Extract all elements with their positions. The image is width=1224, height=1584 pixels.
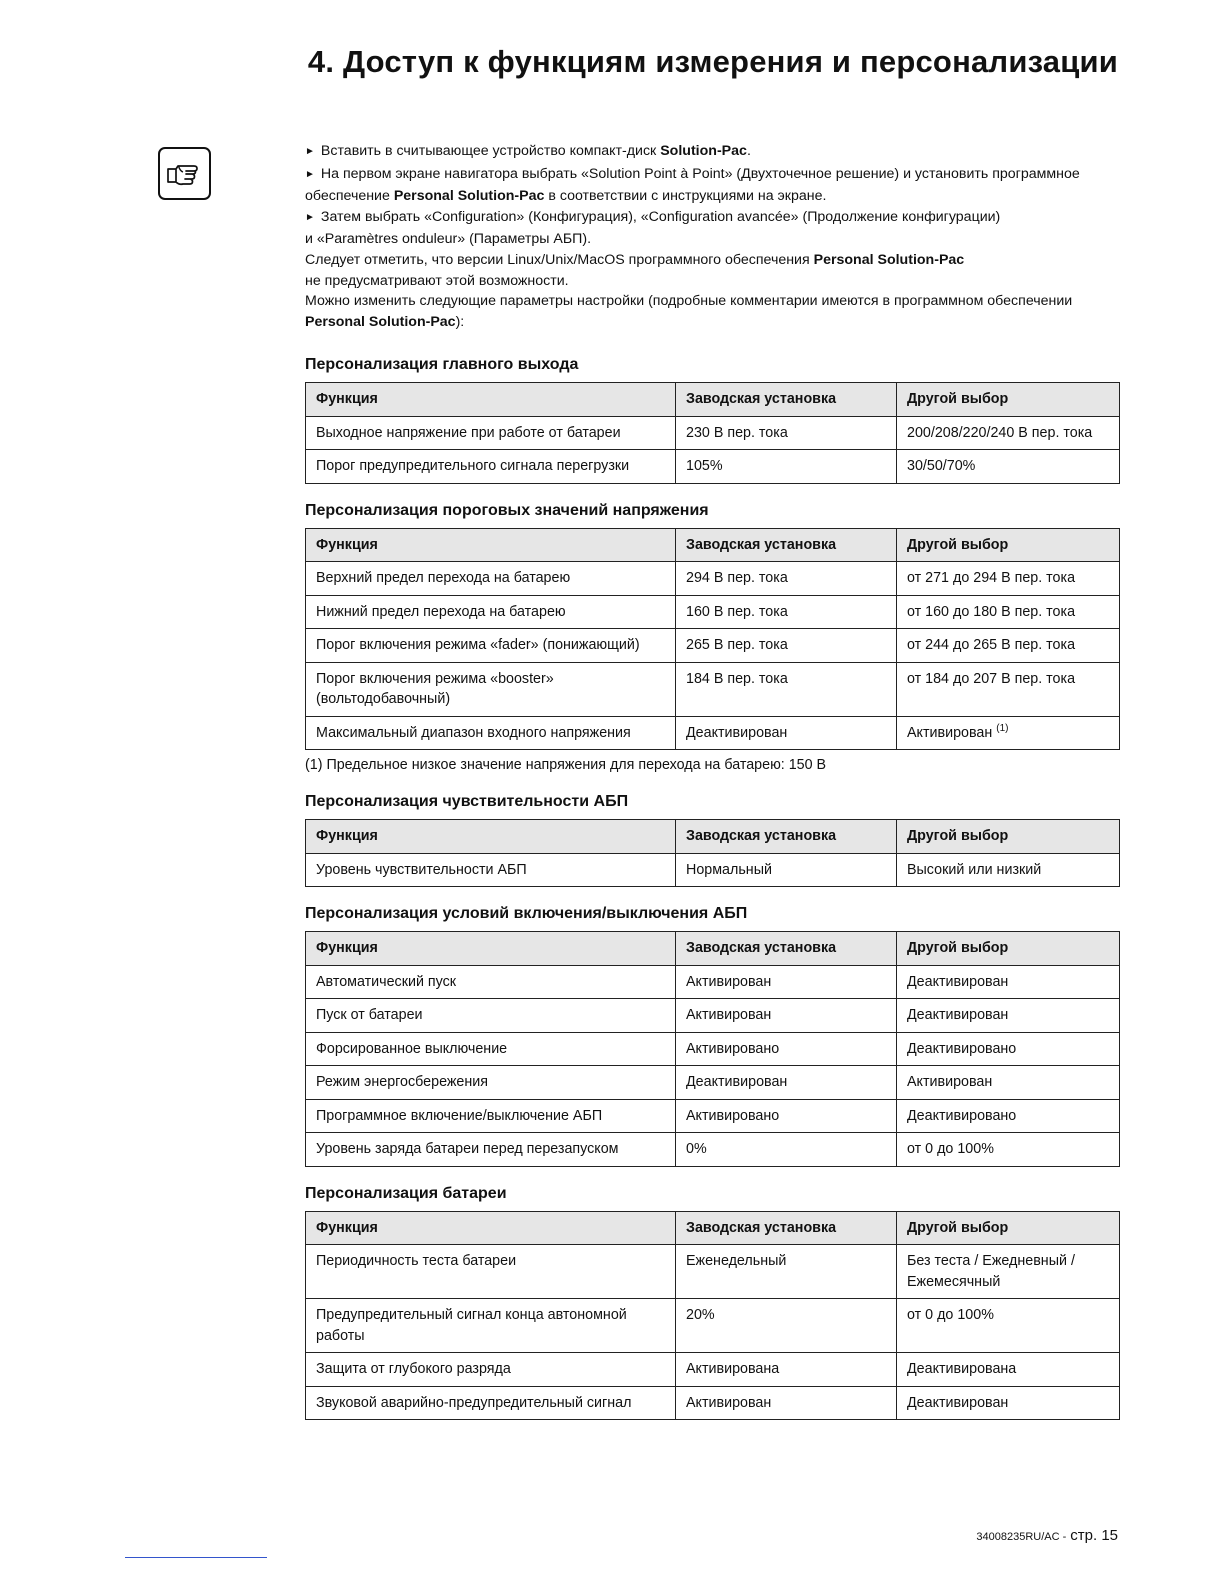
table-cell: 294 В пер. тока (676, 562, 897, 596)
table-cell: Высокий или низкий (897, 853, 1120, 887)
column-header-other: Другой выбор (897, 820, 1120, 854)
table-cell: Деактивирован (897, 965, 1120, 999)
section-title: Персонализация главного выхода (305, 356, 579, 374)
table-cell: от 271 до 294 В пер. тока (897, 562, 1120, 596)
column-header-other: Другой выбор (897, 528, 1120, 562)
table-cell: 184 В пер. тока (676, 662, 897, 716)
table-cell: Звуковой аварийно-предупредительный сигнал (306, 1386, 676, 1420)
parameters-table (305, 528, 1120, 751)
column-header-function: Функция (306, 820, 676, 854)
table-row (306, 716, 1120, 750)
table-row (306, 662, 1120, 716)
table-cell: Предупредительный сигнал конца автономной работы (306, 1299, 676, 1353)
column-header-factory: Заводская установка (676, 932, 897, 966)
intro-bullet-3: ► Затем выбрать «Configuration» (Конфигурация), «Configuration avancée» (Продолжение конфигурации) и «Paramètres onduleur» (Параметры АБП). (305, 208, 1001, 248)
table-cell: Активирован (676, 999, 897, 1033)
parameters-table (305, 382, 1120, 484)
intro-text (305, 141, 1119, 332)
footnote-reference: (1) (996, 723, 1009, 735)
table-cell: Активировано (676, 1032, 897, 1066)
bullet-icon: ► (305, 211, 315, 223)
table-header-row (306, 528, 1120, 562)
table-cell: 20% (676, 1299, 897, 1353)
column-header-function: Функция (306, 528, 676, 562)
table-row (306, 965, 1120, 999)
table-cell: Деактивировано (897, 1099, 1120, 1133)
column-header-factory: Заводская установка (676, 528, 897, 562)
section-title: Персонализация условий включения/выключения АБП (305, 905, 748, 923)
page-title: 4. Доступ к функциям измерения и персонализации (307, 44, 1118, 79)
table-row (306, 450, 1120, 484)
table-cell: Порог включения режима «fader» (понижающий) (306, 629, 676, 663)
parameters-table (305, 1211, 1120, 1421)
table-row (306, 629, 1120, 663)
column-header-factory: Заводская установка (676, 820, 897, 854)
footer-link-underline (125, 1557, 267, 1558)
table-cell: Деактивирован (676, 716, 897, 750)
table-cell: Уровень заряда батареи перед перезапуском (306, 1133, 676, 1167)
table-row (306, 853, 1120, 887)
intro-bullet-2: ► На первом экране навигатора выбрать «Solution Point à Point» (Двухточечное решение) и установить программное обеспечение Personal Solution-Pac в соответствии с инструкциями на экране. (305, 165, 1080, 205)
table-cell: от 0 до 100% (897, 1133, 1120, 1167)
table-row (306, 416, 1120, 450)
parameters-table (305, 819, 1120, 887)
intro-paragraph-2: Можно изменить следующие параметры настройки (подробные комментарии имеются в программном обеспечении Personal Solution-Pac): (305, 293, 1073, 330)
column-header-function: Функция (306, 932, 676, 966)
table-cell: 160 В пер. тока (676, 595, 897, 629)
table-header-row (306, 932, 1120, 966)
table-cell: Защита от глубокого разряда (306, 1353, 676, 1387)
section-title: Персонализация чувствительности АБП (305, 793, 629, 811)
table-cell: Пуск от батареи (306, 999, 676, 1033)
table-row (306, 1299, 1120, 1353)
table-cell: Периодичность теста батареи (306, 1245, 676, 1299)
section-title: Персонализация пороговых значений напряжения (305, 501, 709, 519)
table-row (306, 1133, 1120, 1167)
table-cell: Нормальный (676, 853, 897, 887)
table-cell: Без теста / Ежедневный / Ежемесячный (897, 1245, 1120, 1299)
table-cell: Режим энергосбережения (306, 1066, 676, 1100)
table-cell: 0% (676, 1133, 897, 1167)
table-cell: Деактивирован (897, 1386, 1120, 1420)
table-cell: Программное включение/выключение АБП (306, 1099, 676, 1133)
table-row (306, 1099, 1120, 1133)
table-cell-text: Активирован (907, 724, 993, 741)
table-cell: 230 В пер. тока (676, 416, 897, 450)
page-footer (976, 1527, 1118, 1544)
table-cell: от 0 до 100% (897, 1299, 1120, 1353)
table-cell: Порог предупредительного сигнала перегрузки (306, 450, 676, 484)
column-header-factory: Заводская установка (676, 383, 897, 417)
table-row (306, 1245, 1120, 1299)
table-cell: 200/208/220/240 В пер. тока (897, 416, 1120, 450)
table-cell: Деактивировано (897, 1032, 1120, 1066)
table-row (306, 562, 1120, 596)
intro-bullet-1: ► Вставить в считывающее устройство компакт-диск Solution-Pac. (305, 141, 1119, 164)
table-row (306, 1353, 1120, 1387)
table-cell: Выходное напряжение при работе от батареи (306, 416, 676, 450)
table-cell: Нижний предел перехода на батарею (306, 595, 676, 629)
table-cell: Активирован (676, 965, 897, 999)
table-row (306, 1032, 1120, 1066)
table-cell: Верхний предел перехода на батарею (306, 562, 676, 596)
table-row (306, 1066, 1120, 1100)
table-header-row (306, 383, 1120, 417)
intro-paragraph-1: Следует отметить, что версии Linux/Unix/MacOS программного обеспечения Personal Solution-Pac не предусматривают этой возможности. (305, 251, 965, 289)
column-header-other: Другой выбор (897, 1211, 1120, 1245)
table-cell: 265 В пер. тока (676, 629, 897, 663)
table-cell (897, 716, 1120, 750)
table-cell: Активирован (897, 1066, 1120, 1100)
section-title: Персонализация батареи (305, 1184, 507, 1202)
table-cell: Деактивирован (897, 999, 1120, 1033)
table-cell: от 244 до 265 В пер. тока (897, 629, 1120, 663)
pointing-hand-icon (158, 147, 211, 200)
table-cell: 30/50/70% (897, 450, 1120, 484)
table-cell: Еженедельный (676, 1245, 897, 1299)
table-cell: от 184 до 207 В пер. тока (897, 662, 1120, 716)
table-cell: Автоматический пуск (306, 965, 676, 999)
table-cell: Активировано (676, 1099, 897, 1133)
column-header-other: Другой выбор (897, 383, 1120, 417)
column-header-factory: Заводская установка (676, 1211, 897, 1245)
column-header-function: Функция (306, 1211, 676, 1245)
table-cell: Максимальный диапазон входного напряжения (306, 716, 676, 750)
table-header-row (306, 1211, 1120, 1245)
page-number: стр. 15 (1070, 1527, 1118, 1544)
table-cell: Уровень чувствительности АБП (306, 853, 676, 887)
table-cell: Порог включения режима «booster» (вольтодобавочный) (306, 662, 676, 716)
document-code: 34008235RU/AC - (976, 1531, 1067, 1543)
table-cell: Деактивирована (897, 1353, 1120, 1387)
column-header-function: Функция (306, 383, 676, 417)
table-row (306, 1386, 1120, 1420)
table-cell: 105% (676, 450, 897, 484)
bullet-icon: ► (305, 146, 315, 157)
table-row (306, 999, 1120, 1033)
table-cell: Деактивирован (676, 1066, 897, 1100)
table-cell: от 160 до 180 В пер. тока (897, 595, 1120, 629)
column-header-other: Другой выбор (897, 932, 1120, 966)
table-cell: Активирован (676, 1386, 897, 1420)
table-row (306, 595, 1120, 629)
bullet-icon: ► (305, 168, 315, 180)
footnote: (1) Предельное низкое значение напряжения для перехода на батарею: 150 В (305, 757, 827, 774)
table-cell: Форсированное выключение (306, 1032, 676, 1066)
parameters-table (305, 931, 1120, 1167)
table-cell: Активирована (676, 1353, 897, 1387)
table-header-row (306, 820, 1120, 854)
